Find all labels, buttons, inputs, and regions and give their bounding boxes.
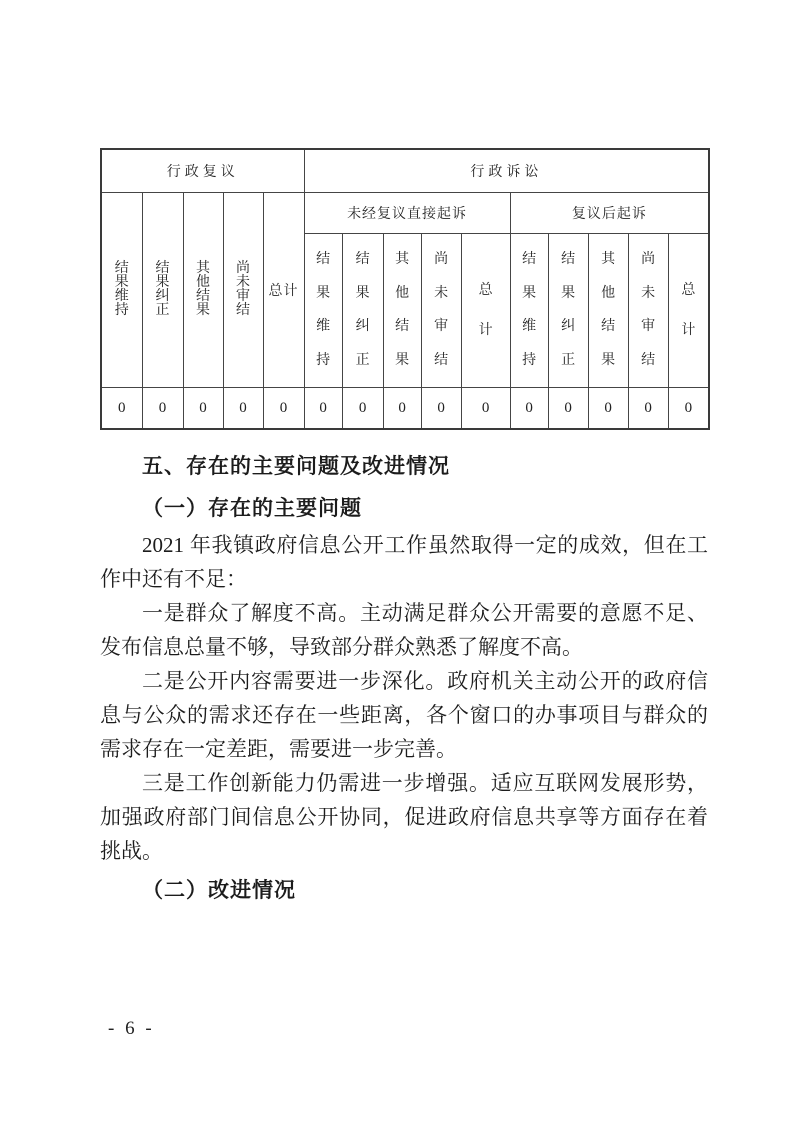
- value-cell: 0: [421, 388, 461, 430]
- page-number: - 6 -: [108, 1018, 155, 1039]
- paragraph-problem-1: 一是群众了解度不高。主动满足群众公开需要的意愿不足、发布信息总量不够，导致部分群众熟悉了解度不高。: [100, 601, 708, 659]
- paragraph-problem-3: 三是工作创新能力仍需进一步增强。适应互联网发展形势，加强政府部门间信息公开协同，促进政府信息共享等方面存在着挑战。: [100, 771, 708, 863]
- value-cell: 0: [342, 388, 383, 430]
- col-label-result-corrected-rc: 结 果 纠 正: [142, 193, 183, 388]
- col-label-other-result-pl: 其 他 结 果: [588, 234, 628, 388]
- header-admin-reconsideration: 行政复议: [101, 149, 304, 193]
- col-label-total-dl: 总 计: [461, 234, 510, 388]
- value-cell: 0: [383, 388, 421, 430]
- value-cell: 0: [183, 388, 223, 430]
- header-direct-lawsuit: 未经复议直接起诉: [304, 193, 510, 234]
- col-label-result-corrected-pl: 结 果 纠 正: [548, 234, 588, 388]
- value-cell: 0: [628, 388, 668, 430]
- litigation-statistics-table: [100, 148, 710, 430]
- value-cell: 0: [101, 388, 142, 430]
- paragraph-problem-2: 二是公开内容需要进一步深化。政府机关主动公开的政府信息与公众的需求还存在一些距离，各个窗口的办事项目与群众的需求存在一定差距，需要进一步完善。: [100, 669, 708, 761]
- header-lawsuit-after-reconsideration: 复议后起诉: [510, 193, 709, 234]
- value-cell: 0: [142, 388, 183, 430]
- section-heading-problems-and-improvements: 五、存在的主要问题及改进情况: [142, 454, 450, 478]
- col-label-total-pl: 总 计: [668, 234, 709, 388]
- col-label-result-corrected-dl: 结 果 纠 正: [342, 234, 383, 388]
- value-cell: 0: [223, 388, 263, 430]
- paragraph-intro: 2021 年我镇政府信息公开工作虽然取得一定的成效，但在工作中还有不足：: [100, 533, 708, 591]
- value-cell: 0: [588, 388, 628, 430]
- subsection-heading-main-problems: （一）存在的主要问题: [142, 496, 362, 520]
- col-label-total-rc: 总计: [263, 193, 304, 388]
- table-value-row: [101, 388, 709, 430]
- value-cell: 0: [668, 388, 709, 430]
- value-cell: 0: [304, 388, 342, 430]
- col-label-result-upheld-pl: 结 果 维 持: [510, 234, 548, 388]
- col-label-other-result-rc: 其 他 结 果: [183, 193, 223, 388]
- value-cell: 0: [461, 388, 510, 430]
- col-label-result-upheld-dl: 结 果 维 持: [304, 234, 342, 388]
- col-label-result-upheld-rc: 结 果 维 持: [101, 193, 142, 388]
- document-content: [100, 148, 708, 904]
- value-cell: 0: [510, 388, 548, 430]
- col-label-pending-rc: 尚 未 审 结: [223, 193, 263, 388]
- col-label-pending-pl: 尚 未 审 结: [628, 234, 668, 388]
- value-cell: 0: [548, 388, 588, 430]
- header-admin-litigation: 行政诉讼: [304, 149, 709, 193]
- col-label-pending-dl: 尚 未 审 结: [421, 234, 461, 388]
- subsection-heading-improvements: （二）改进情况: [142, 878, 296, 902]
- value-cell: 0: [263, 388, 304, 430]
- col-label-other-result-dl: 其 他 结 果: [383, 234, 421, 388]
